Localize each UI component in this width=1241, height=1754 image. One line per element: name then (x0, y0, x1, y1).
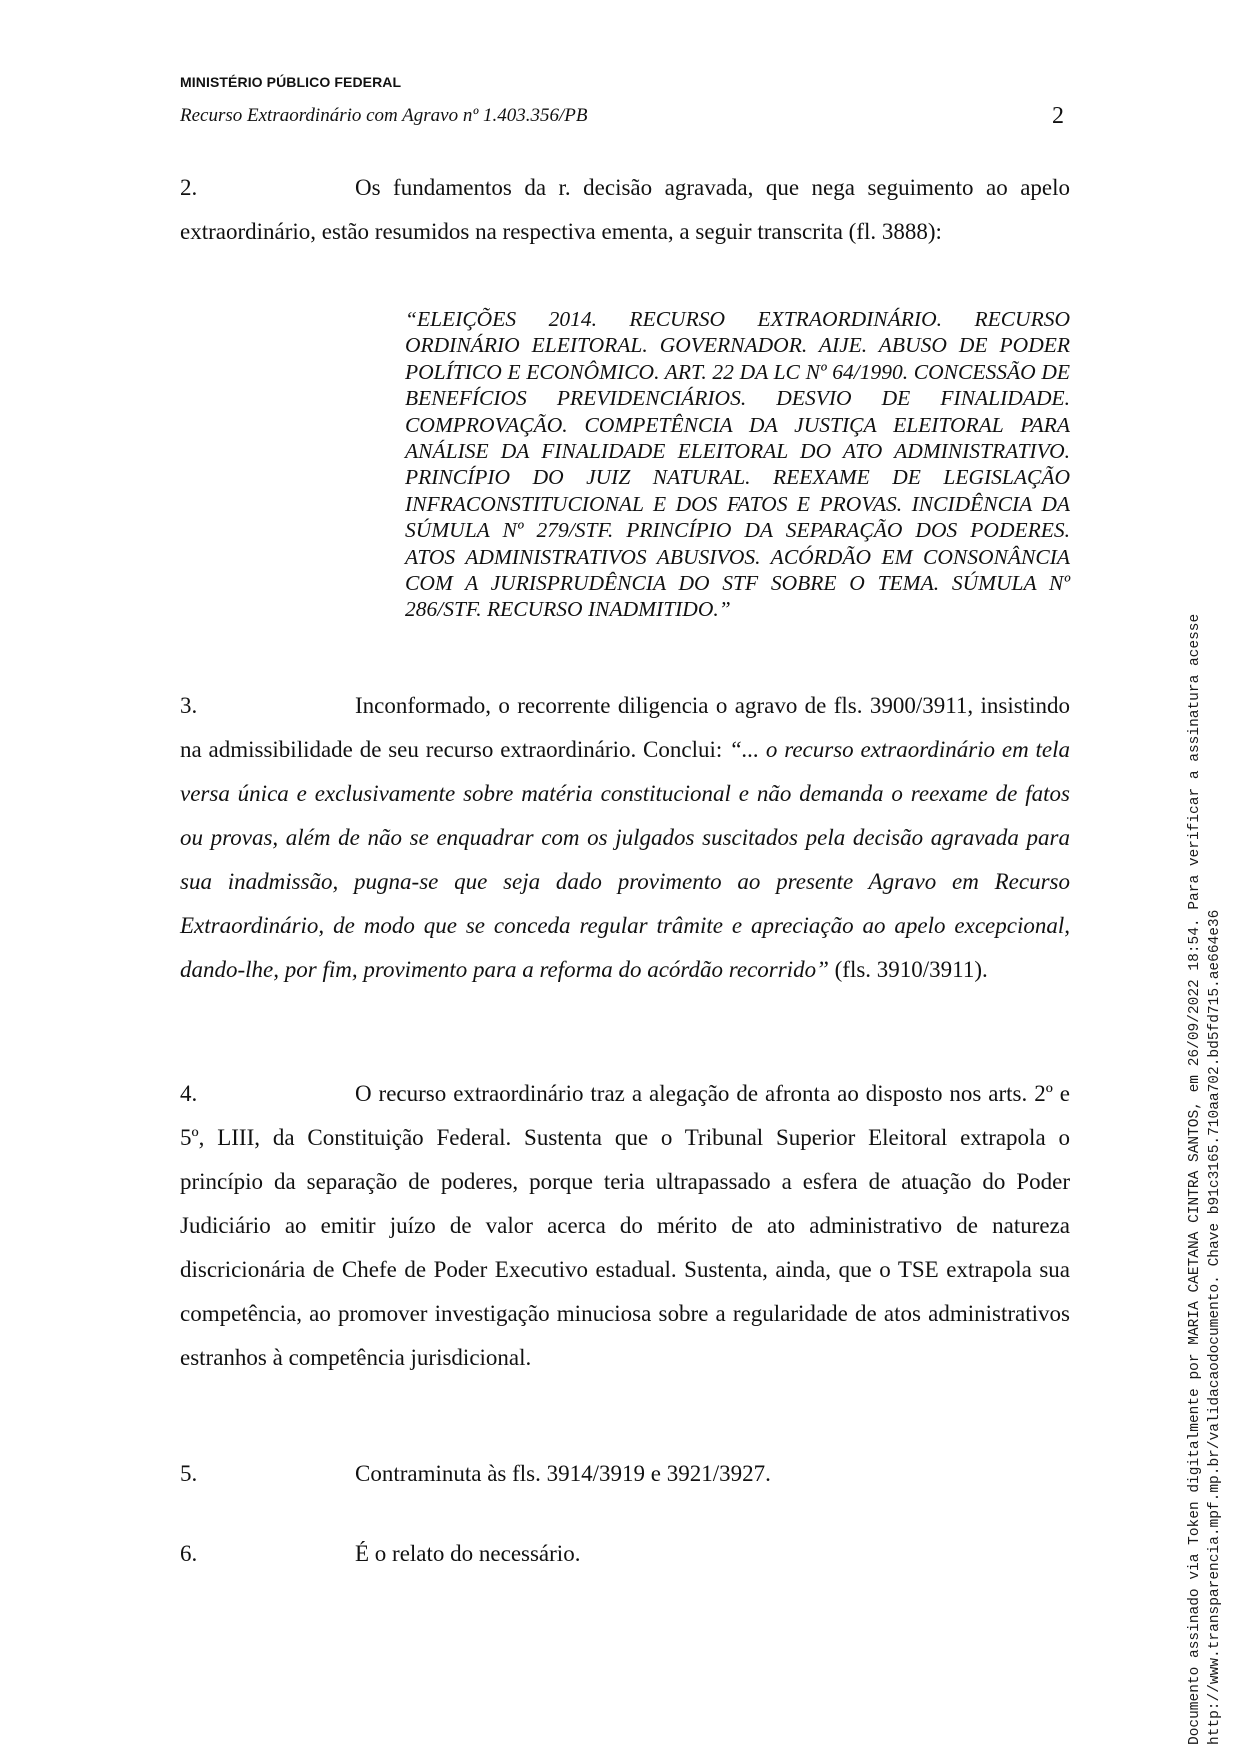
paragraph-text: Contraminuta às fls. 3914/3919 e 3921/3927. (355, 1461, 771, 1486)
case-title: Recurso Extraordinário com Agravo nº 1.403.356/PB (180, 105, 588, 126)
paragraph-text: Os fundamentos da r. decisão agravada, que nega seguimento ao apelo extraordinário, estão resumidos na respectiva ementa, a seguir transcrita (fl. 3888): (180, 175, 1070, 244)
signature-line-1: Documento assinado via Token digitalmente por MARIA CAETANA CINTRA SANTOS, em 26/09/2022 18:54. Para verificar a assinatura acesse (1187, 613, 1203, 1745)
ementa-quote: “ELEIÇÕES 2014. RECURSO EXTRAORDINÁRIO. RECURSO ORDINÁRIO ELEITORAL. GOVERNADOR. AIJE. ABUSO DE PODER POLÍTICO E ECONÔMICO. ART. 22 DA LC Nº 64/1990. CONCESSÃO DE BENEFÍCIOS PREVIDENCIÁRIOS. DESVIO DE FINALIDADE. COMPROVAÇÃO. COMPETÊNCIA DA JUSTIÇA ELEITORAL PARA ANÁLISE DA FINALIDADE ELEITORAL DO ATO ADMINISTRATIVO. PRINCÍPIO DO JUIZ NATURAL. REEXAME DE LEGISLAÇÃO INFRACONSTITUCIONAL E DOS FATOS E PROVAS. INCIDÊNCIA DA SÚMULA Nº 279/STF. PRINCÍPIO DA SEPARAÇÃO DOS PODERES. ATOS ADMINISTRATIVOS ABUSIVOS. ACÓRDÃO EM CONSONÂNCIA COM A JURISPRUDÊNCIA DO STF SOBRE O TEMA. SÚMULA Nº 286/STF. RECURSO INADMITIDO.” (405, 307, 1070, 622)
paragraph-number: 4. (180, 1081, 198, 1106)
signature-verification-link[interactable]: http://www.transparencia.mpf.mp.br/validacaodocumento. Chave b91c3165.710aa702.bd5fd715.ae664e36 (1207, 909, 1223, 1745)
paragraph-citation: (fls. 3910/3911). (828, 957, 988, 982)
page-number: 2 (1052, 103, 1064, 129)
paragraph-5 (180, 1452, 1070, 1496)
paragraph-number: 3. (180, 693, 198, 718)
paragraph-3 (180, 684, 1070, 992)
paragraph-text: O recurso extraordinário traz a alegação de afronta ao disposto nos arts. 2º e 5º, LIII, da Constituição Federal. Sustenta que o Tribunal Superior Eleitoral extrapola o princípio da separação de poderes, porque teria ultrapassado a esfera de atuação do Poder Judiciário ao emitir juízo de valor acerca do mérito de ato administrativo de natureza discricionária de Chefe de Poder Executivo estadual. Sustenta, ainda, que o TSE extrapola sua competência, ao promover investigação minuciosa sobre a regularidade de atos administrativos estranhos à competência jurisdicional. (180, 1081, 1070, 1370)
paragraph-number: 6. (180, 1541, 198, 1566)
paragraph-text: É o relato do necessário. (355, 1541, 581, 1566)
paragraph-6 (180, 1532, 1070, 1576)
organization-name: MINISTÉRIO PÚBLICO FEDERAL (180, 74, 402, 90)
paragraph-number: 2. (180, 175, 198, 200)
paragraph-number: 5. (180, 1461, 198, 1486)
digital-signature-note (1185, 405, 1225, 1745)
paragraph-text: Inconformado, o recorrente diligencia o agravo de fls. 3900/3911, insistindo na admissibilidade de seu recurso extraordinário. Conclui: (180, 693, 1070, 762)
paragraph-2 (180, 166, 1070, 254)
quoted-conclusion: “... o recurso extraordinário em tela versa única e exclusivamente sobre matéria constitucional e não demanda o reexame de fatos ou provas, além de não se enquadrar com os julgados suscitados pela decisão agravada para sua inadmissão, pugna-se que seja dado provimento ao presente Agravo em Recurso Extraordinário, de modo que se conceda regular trâmite e apreciação ao apelo excepcional, dando-lhe, por fim, provimento para a reforma do acórdão recorrido” (180, 737, 1070, 982)
paragraph-4 (180, 1072, 1070, 1380)
